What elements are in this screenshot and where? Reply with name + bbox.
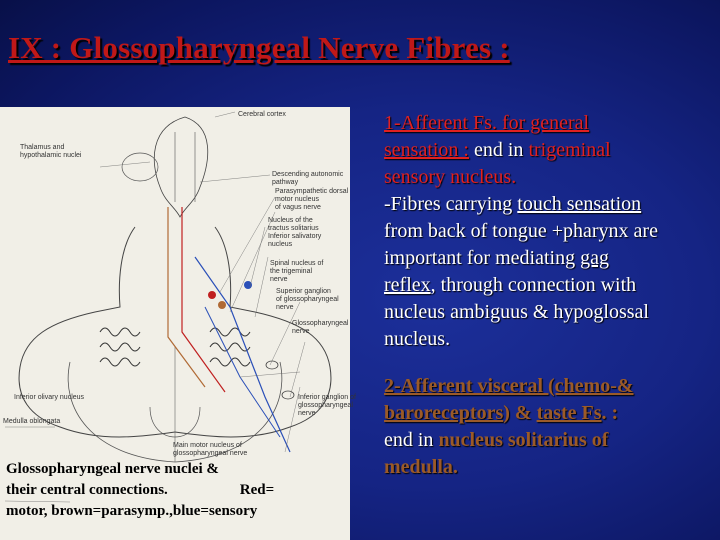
figure-caption (6, 459, 346, 522)
end-in-visceral-text: end in (384, 429, 439, 451)
label-spinal-trig-1: Spinal nucleus of (270, 260, 324, 267)
sensory-nucleus-dot (244, 281, 252, 289)
label-sup-ganglion-2: of glossopharyngeal (276, 296, 339, 303)
afferent-visceral-paragraph (384, 373, 718, 481)
label-cerebral-cortex: Cerebral cortex (238, 111, 286, 118)
label-solitarius-1: Nucleus of the (268, 217, 313, 224)
label-sup-ganglion-3: nerve (276, 304, 294, 311)
afferent-visceral-heading: 2-Afferent visceral (chemo-& (384, 375, 634, 397)
sensory-fibre-2 (205, 307, 280, 437)
label-inf-salivatory-1: Inferior salivatory (268, 233, 322, 240)
caption-line-2b: Red= (239, 482, 275, 498)
cerebral-cortex-outline (154, 117, 207, 217)
afferent-general-line-8: nucleus ambiguus & hypoglossal (384, 301, 649, 323)
taste-fs-text: taste Fs (536, 402, 602, 424)
baroreceptors-text: baroreceptors (384, 402, 504, 424)
label-thalamus-1: Thalamus and (20, 144, 65, 151)
caption-line-2a: their central connections. (6, 482, 168, 498)
sensation-text: sensation : (384, 139, 469, 161)
through-connection-text: , through connection with (430, 274, 637, 296)
content-column (384, 110, 718, 481)
label-descending-2: pathway (272, 179, 299, 186)
touch-sensation-text: touch sensation (517, 193, 642, 215)
cortex-tracts (175, 132, 195, 202)
label-inf-olivary: Inferior olivary nucleus (14, 394, 85, 401)
afferent-general-heading: 1-Afferent Fs. for general (384, 112, 590, 134)
label-spinal-trig-3: nerve (270, 276, 288, 283)
afferent-general-line-7 (384, 272, 718, 299)
colon-text: . : (601, 402, 619, 424)
label-inf-ganglion-1: Inferior ganglion of (298, 394, 356, 401)
afferent-general-line-4 (384, 191, 718, 218)
afferent-visceral-line-2 (384, 400, 718, 427)
afferent-general-line-2 (384, 137, 718, 164)
olivary-nucleus-left (100, 328, 140, 366)
label-thalamus-2: hypothalamic nuclei (20, 152, 82, 159)
label-sup-ganglion-1: Superior ganglion (276, 288, 331, 295)
label-medulla: Medulla oblongata (3, 418, 61, 425)
gag-text: gag (580, 247, 609, 269)
caption-line-1: Glossopharyngeal nerve nuclei & (6, 461, 219, 477)
paren-and-text: ) & (503, 402, 537, 424)
caption-line-2 (6, 480, 346, 501)
superior-ganglion (266, 361, 278, 369)
olivary-nucleus-right (210, 328, 250, 366)
sensory-nucleus-text: sensory nucleus. (384, 166, 517, 188)
label-parasymp-2: motor nucleus (275, 196, 319, 203)
afferent-general-paragraph (384, 110, 718, 353)
inferior-ganglion (282, 391, 294, 399)
important-text: important for mediating (384, 247, 581, 269)
label-gp-nerve-1: Glossopharyngeal (292, 320, 349, 327)
fibres-carrying-text: -Fibres carrying (384, 193, 518, 215)
label-inf-salivatory-2: nucleus (268, 241, 293, 248)
medulla-text: medulla. (384, 456, 458, 478)
label-main-motor-2: glossopharyngeal nerve (173, 450, 248, 457)
end-in-text: end in (469, 139, 529, 161)
label-parasymp-1: Parasympathetic dorsal (275, 188, 349, 195)
label-parasymp-3: of vagus nerve (275, 204, 321, 211)
thalamus-shape (122, 153, 158, 181)
caption-line-3: motor, brown=parasymp.,blue=sensory (6, 503, 258, 519)
label-main-motor-1: Main motor nucleus of (173, 442, 242, 449)
label-inf-ganglion-2: glossopharyngeal (298, 402, 353, 409)
afferent-general-line-5: from back of tongue +pharynx are (384, 220, 658, 242)
sensory-fibre (195, 257, 290, 452)
label-gp-nerve-2: nerve (292, 328, 310, 335)
afferent-general-line-6 (384, 245, 718, 272)
nucleus-solitarius-text: nucleus solitarius of (438, 429, 609, 451)
label-spinal-trig-2: the trigeminal (270, 268, 313, 275)
label-inf-ganglion-3: nerve (298, 410, 316, 417)
motor-nucleus-dot (208, 291, 216, 299)
label-solitarius-2: tractus solitarius (268, 225, 319, 232)
afferent-general-line-9: nucleus. (384, 328, 451, 350)
afferent-visceral-line-3 (384, 427, 718, 454)
label-descending-1: Descending autonomic (272, 171, 344, 178)
trigeminal-text: trigeminal (528, 139, 611, 161)
parasymp-nucleus-dot (218, 301, 226, 309)
parasympathetic-fibre (168, 207, 205, 387)
slide-title: IX : Glossopharyngeal Nerve Fibres : (8, 30, 510, 65)
reflex-text: reflex (384, 274, 431, 296)
